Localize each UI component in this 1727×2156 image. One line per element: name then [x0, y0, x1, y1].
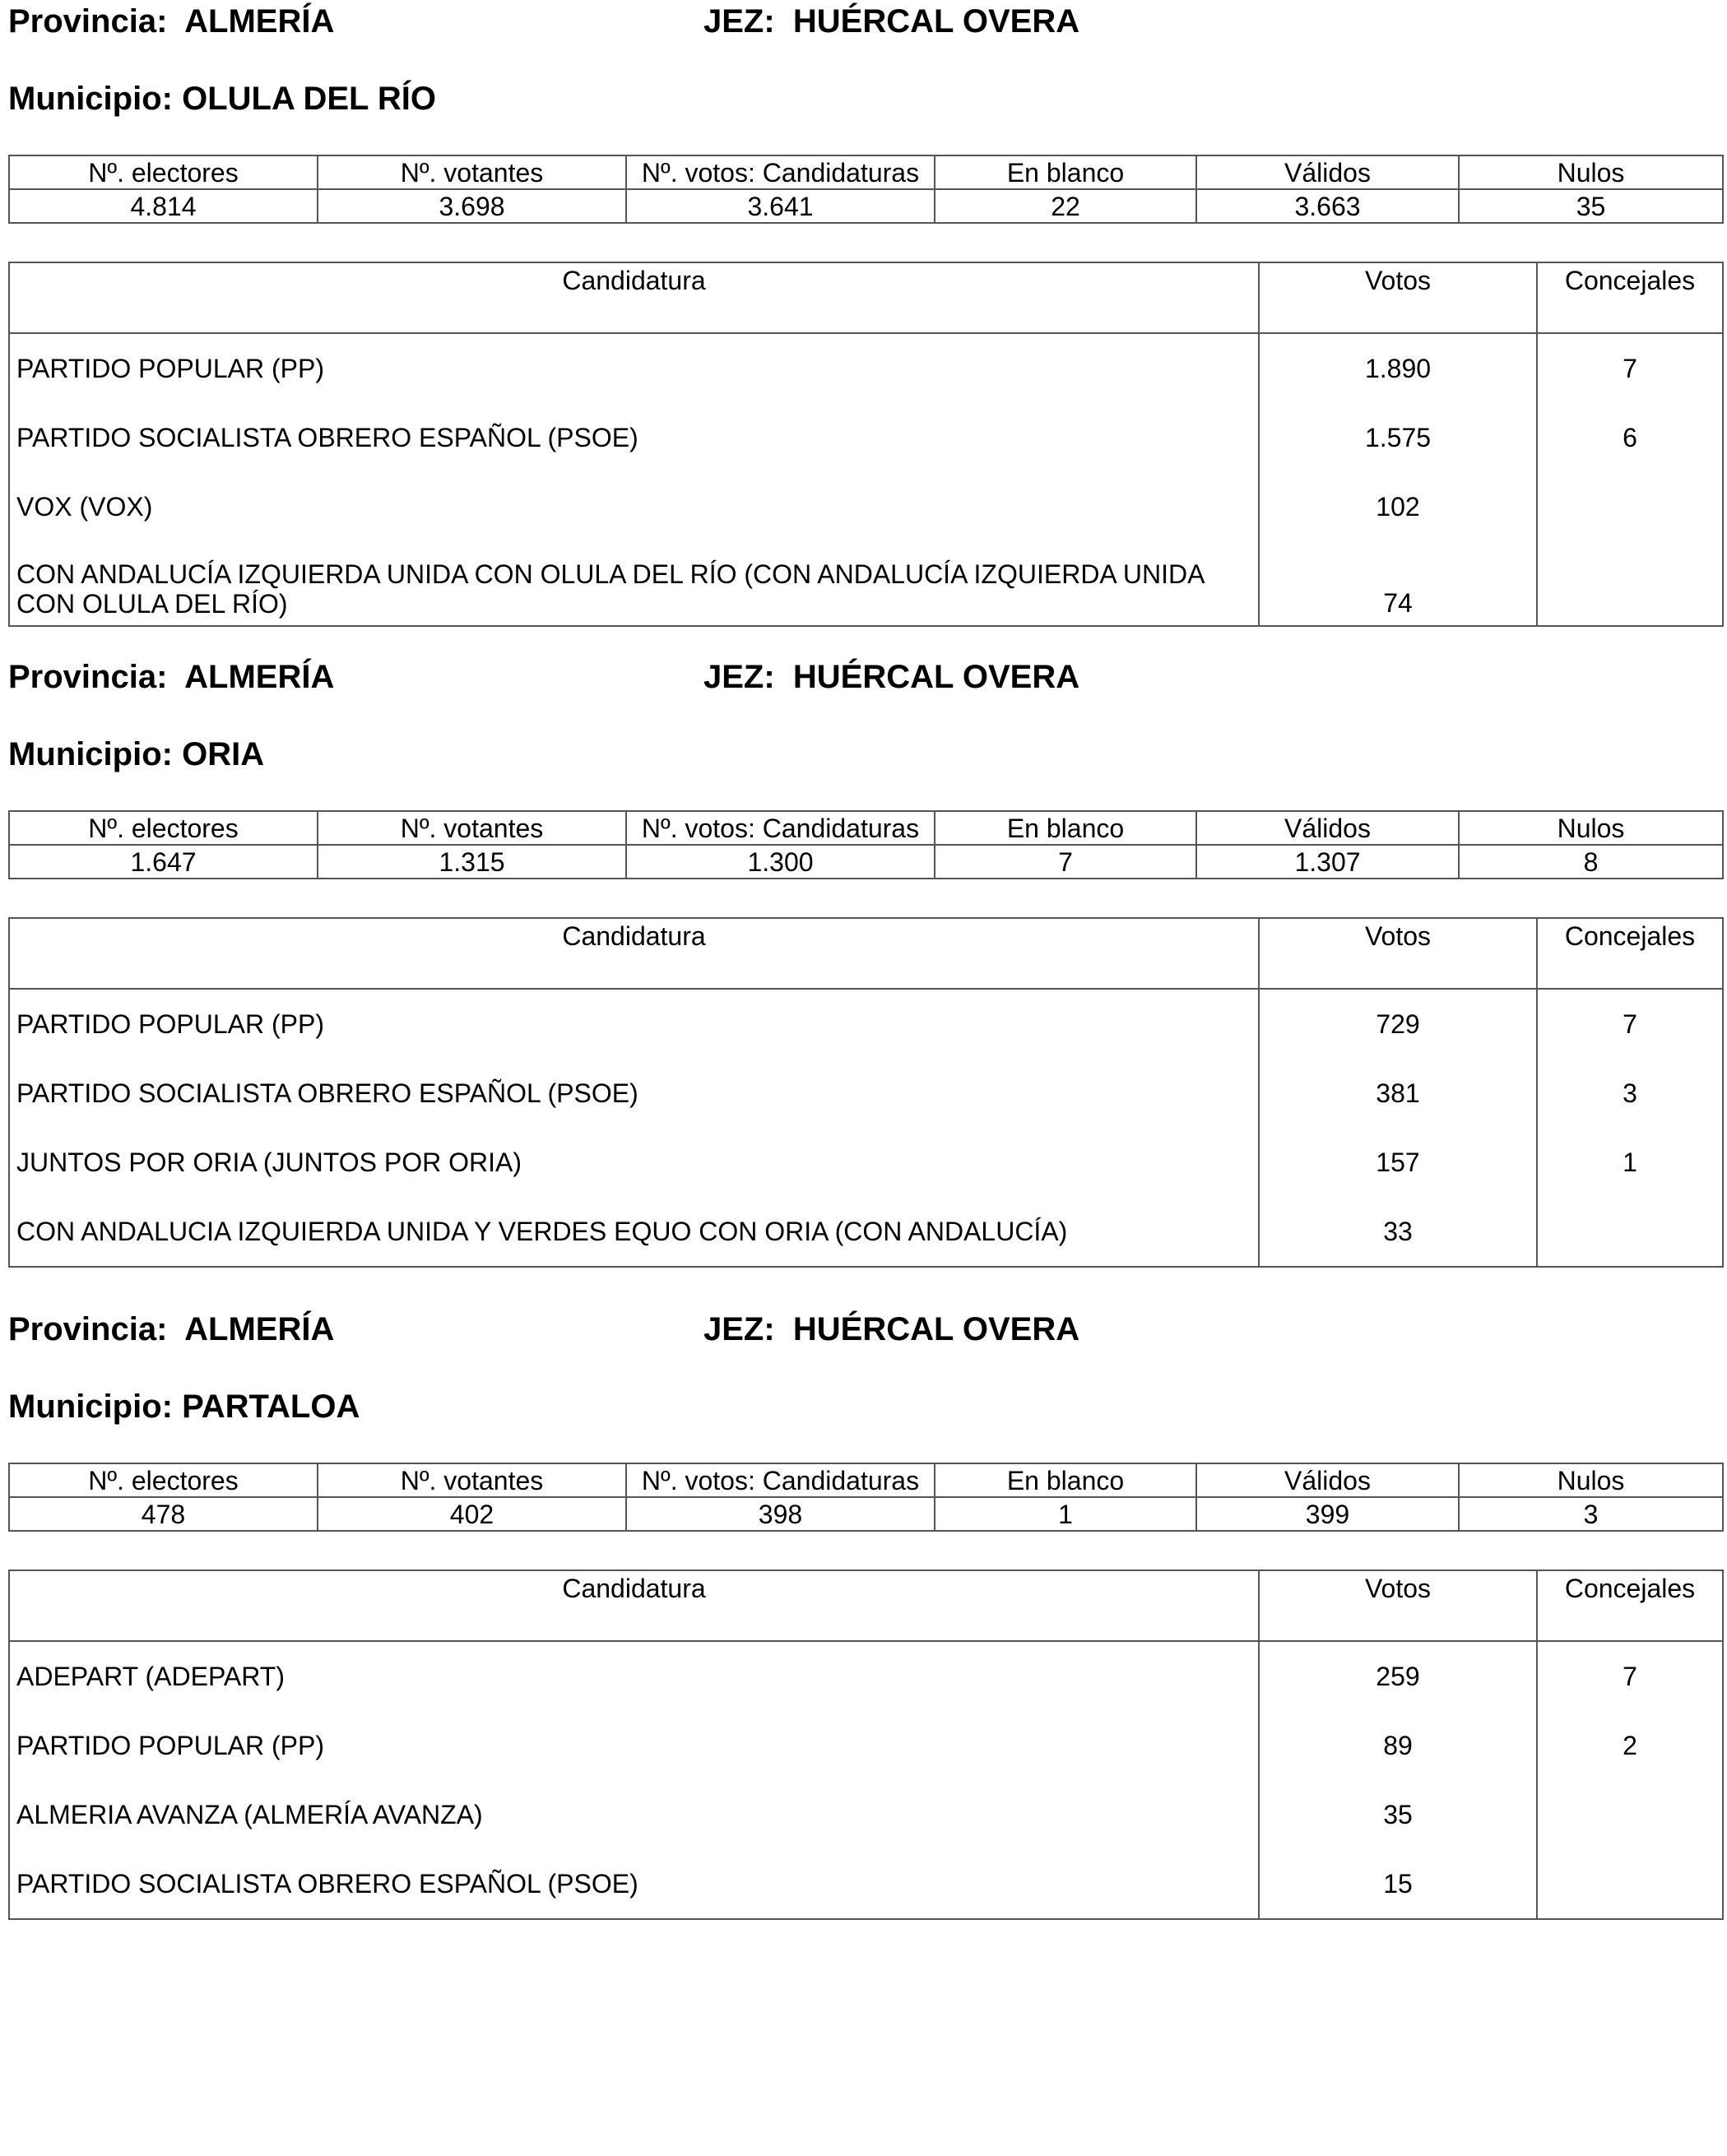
header-candidatura: Candidatura [9, 262, 1259, 333]
stats-header-row [9, 1463, 1723, 1497]
candidaturas-table [8, 1569, 1724, 1920]
table-row [9, 1780, 1723, 1849]
candidatura-votos: 1.890 [1259, 333, 1537, 403]
table-row [9, 1711, 1723, 1780]
header-en-blanco: En blanco [935, 811, 1196, 845]
municipio-heading: Municipio: ORIA [8, 736, 265, 772]
candidatura-votos: 74 [1259, 541, 1537, 626]
value-votos-candidaturas: 398 [626, 1497, 935, 1531]
value-nulos: 35 [1459, 189, 1723, 223]
header-votos-candidaturas: Nº. votos: Candidaturas [626, 155, 935, 189]
candidatura-name: PARTIDO SOCIALISTA OBRERO ESPAÑOL (PSOE) [9, 1849, 1259, 1919]
candidatura-name: JUNTOS POR ORIA (JUNTOS POR ORIA) [9, 1128, 1259, 1197]
candidatura-concejales [1537, 1849, 1723, 1919]
candidatura-votos: 729 [1259, 989, 1537, 1059]
candidatura-concejales: 2 [1537, 1711, 1723, 1780]
value-votantes: 3.698 [318, 189, 626, 223]
value-electores: 1.647 [9, 845, 318, 879]
jez-heading: JEZ: HUÉRCAL OVERA [703, 3, 1080, 39]
value-votantes: 1.315 [318, 845, 626, 879]
header-votantes: Nº. votantes [318, 155, 626, 189]
table-row [9, 403, 1723, 472]
header-electores: Nº. electores [9, 155, 318, 189]
candidatura-name: ADEPART (ADEPART) [9, 1641, 1259, 1711]
candidatura-votos: 102 [1259, 472, 1537, 541]
municipio-section-olula [0, 0, 1727, 650]
candidatura-votos: 381 [1259, 1059, 1537, 1128]
candidatura-name: PARTIDO POPULAR (PP) [9, 1711, 1259, 1780]
value-nulos: 3 [1459, 1497, 1723, 1531]
candidatura-concejales: 7 [1537, 989, 1723, 1059]
table-row [9, 1641, 1723, 1711]
candidatura-votos: 15 [1259, 1849, 1537, 1919]
candidatura-concejales [1537, 1780, 1723, 1849]
candidatura-concejales: 1 [1537, 1128, 1723, 1197]
value-validos: 3.663 [1196, 189, 1459, 223]
candidatura-name: CON ANDALUCÍA IZQUIERDA UNIDA CON OLULA DEL RÍO (CON ANDALUCÍA IZQUIERDA UNIDA CON OLULA DEL RÍO) [9, 541, 1259, 626]
candidatura-name: VOX (VOX) [9, 472, 1259, 541]
stats-value-row [9, 1497, 1723, 1531]
table-row [9, 541, 1723, 626]
table-row [9, 1849, 1723, 1919]
candidaturas-table [8, 917, 1724, 1268]
table-row [9, 472, 1723, 541]
candidaturas-header-row [9, 262, 1723, 333]
value-nulos: 8 [1459, 845, 1723, 879]
candidatura-votos: 33 [1259, 1197, 1537, 1267]
jez-heading: JEZ: HUÉRCAL OVERA [703, 659, 1080, 695]
stats-value-row [9, 845, 1723, 879]
table-row [9, 1059, 1723, 1128]
candidatura-name: CON ANDALUCIA IZQUIERDA UNIDA Y VERDES EQUO CON ORIA (CON ANDALUCÍA) [9, 1197, 1259, 1267]
candidatura-concejales [1537, 472, 1723, 541]
stats-table [8, 155, 1724, 224]
candidatura-name: PARTIDO SOCIALISTA OBRERO ESPAÑOL (PSOE) [9, 403, 1259, 472]
candidatura-concejales: 6 [1537, 403, 1723, 472]
header-nulos: Nulos [1459, 811, 1723, 845]
municipio-heading: Municipio: PARTALOA [8, 1389, 360, 1425]
stats-header-row [9, 155, 1723, 189]
candidaturas-header-row [9, 918, 1723, 989]
header-votos: Votos [1259, 262, 1537, 333]
header-votantes: Nº. votantes [318, 811, 626, 845]
header-votos-candidaturas: Nº. votos: Candidaturas [626, 1463, 935, 1497]
header-nulos: Nulos [1459, 155, 1723, 189]
header-concejales: Concejales [1537, 918, 1723, 989]
value-en-blanco: 22 [935, 189, 1196, 223]
value-en-blanco: 1 [935, 1497, 1196, 1531]
header-electores: Nº. electores [9, 811, 318, 845]
municipio-section-partaloa [0, 1308, 1727, 1958]
table-row [9, 1197, 1723, 1267]
header-electores: Nº. electores [9, 1463, 318, 1497]
candidatura-name: PARTIDO SOCIALISTA OBRERO ESPAÑOL (PSOE) [9, 1059, 1259, 1128]
candidatura-concejales [1537, 1197, 1723, 1267]
header-validos: Válidos [1196, 1463, 1459, 1497]
candidatura-concejales: 7 [1537, 1641, 1723, 1711]
candidatura-concejales: 3 [1537, 1059, 1723, 1128]
candidatura-concejales: 7 [1537, 333, 1723, 403]
stats-table [8, 810, 1724, 879]
header-votos-candidaturas: Nº. votos: Candidaturas [626, 811, 935, 845]
candidatura-votos: 89 [1259, 1711, 1537, 1780]
header-validos: Válidos [1196, 155, 1459, 189]
candidatura-votos: 157 [1259, 1128, 1537, 1197]
header-en-blanco: En blanco [935, 155, 1196, 189]
table-row [9, 1128, 1723, 1197]
provincia-heading: Provincia: ALMERÍA [8, 1311, 335, 1347]
municipio-heading: Municipio: OLULA DEL RÍO [8, 81, 436, 117]
stats-table [8, 1463, 1724, 1532]
header-concejales: Concejales [1537, 262, 1723, 333]
candidatura-concejales [1537, 541, 1723, 626]
candidaturas-table [8, 262, 1724, 627]
header-candidatura: Candidatura [9, 918, 1259, 989]
stats-header-row [9, 811, 1723, 845]
header-votantes: Nº. votantes [318, 1463, 626, 1497]
provincia-heading: Provincia: ALMERÍA [8, 3, 335, 39]
table-row [9, 333, 1723, 403]
provincia-heading: Provincia: ALMERÍA [8, 659, 335, 695]
header-validos: Válidos [1196, 811, 1459, 845]
value-electores: 4.814 [9, 189, 318, 223]
value-validos: 1.307 [1196, 845, 1459, 879]
value-votos-candidaturas: 1.300 [626, 845, 935, 879]
value-en-blanco: 7 [935, 845, 1196, 879]
value-votos-candidaturas: 3.641 [626, 189, 935, 223]
header-nulos: Nulos [1459, 1463, 1723, 1497]
candidaturas-header-row [9, 1570, 1723, 1641]
candidatura-votos: 1.575 [1259, 403, 1537, 472]
candidatura-votos: 259 [1259, 1641, 1537, 1711]
value-electores: 478 [9, 1497, 318, 1531]
header-candidatura: Candidatura [9, 1570, 1259, 1641]
jez-heading: JEZ: HUÉRCAL OVERA [703, 1311, 1080, 1347]
stats-value-row [9, 189, 1723, 223]
value-votantes: 402 [318, 1497, 626, 1531]
municipio-section-oria [0, 656, 1727, 1305]
candidatura-name: ALMERIA AVANZA (ALMERÍA AVANZA) [9, 1780, 1259, 1849]
header-en-blanco: En blanco [935, 1463, 1196, 1497]
candidatura-votos: 35 [1259, 1780, 1537, 1849]
candidatura-name: PARTIDO POPULAR (PP) [9, 989, 1259, 1059]
candidatura-name: PARTIDO POPULAR (PP) [9, 333, 1259, 403]
header-votos: Votos [1259, 918, 1537, 989]
header-concejales: Concejales [1537, 1570, 1723, 1641]
value-validos: 399 [1196, 1497, 1459, 1531]
table-row [9, 989, 1723, 1059]
header-votos: Votos [1259, 1570, 1537, 1641]
